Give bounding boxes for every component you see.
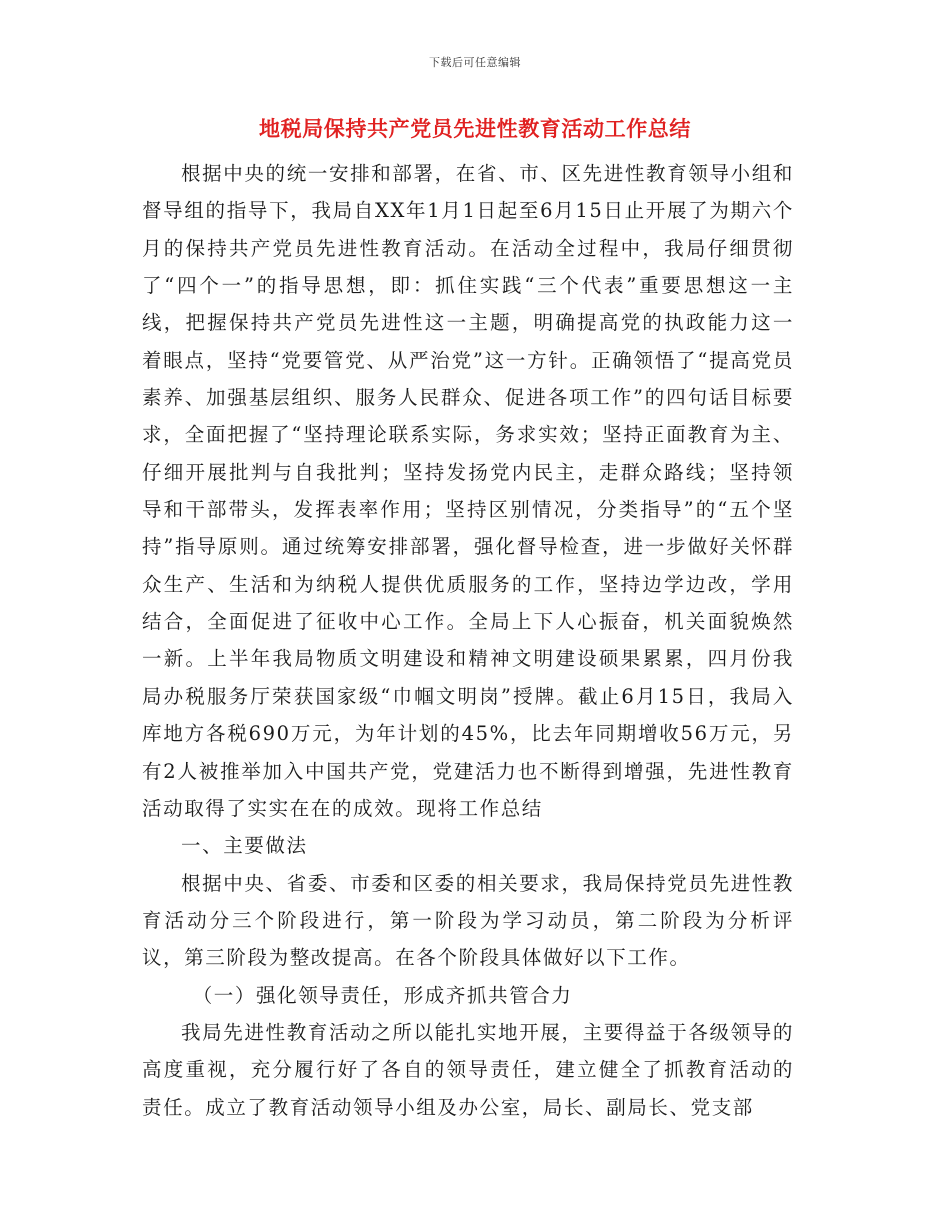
header-note: 下载后可任意编辑	[429, 56, 521, 69]
document-body	[142, 155, 794, 1126]
section-heading: 一、主要做法	[181, 834, 308, 858]
section-paragraph: 根据中央、省委、市委和区委的相关要求，我局保持党员先进性教育活动分三个阶段进行，第一阶段为学习动员，第二阶段为分析评议，第三阶段为整改提高。在各个阶段具体做好以下工作。	[142, 871, 794, 970]
document-title: 地税局保持共产党员先进性教育活动工作总结	[259, 116, 691, 141]
intro-paragraph: 根据中央的统一安排和部署，在省、市、区先进性教育领导小组和督导组的指导下，我局自XX年1月1日起至6月15日止开展了为期六个月的保持共产党员先进性教育活动。在活动全过程中，我局仔细贯彻了“四个一”的指导思想，即：抓住实践“三个代表”重要思想这一主线，把握保持共产党员先进性这一主题，明确提高党的执政能力这一着眼点，坚持“党要管党、从严治党”这一方针。正确领悟了“提高党员素养、加强基层组织、服务人民群众、促进各项工作”的四句话目标要求，全面把握了“坚持理论联系实际，务求实效；坚持正面教育为主、仔细开展批判与自我批判；坚持发扬党内民主，走群众路线；坚持领导和干部带头，发挥表率作用；坚持区别情况，分类指导”的“五个坚持”指导原则。通过统筹安排部署，强化督导检查，进一步做好关怀群众生产、生活和为纳税人提供优质服务的工作，坚持边学边改，学用结合，全面促进了征收中心工作。全局上下人心振奋，机关面貌焕然一新。上半年我局物质文明建设和精神文明建设硕果累累，四月份我局办税服务厅荣获国家级“巾帼文明岗”授牌。截止6月15日，我局入库地方各税690万元，为年计划的45%，比去年同期增收56万元，另有2人被推举加入中国共产党，党建活力也不断得到增强，先进性教育活动取得了实实在在的成效。现将工作总结	[142, 162, 794, 820]
subsection-paragraph: 我局先进性教育活动之所以能扎实地开展，主要得益于各级领导的高度重视，充分履行好了各自的领导责任，建立健全了抓教育活动的责任。成立了教育活动领导小组及办公室，局长、副局长、党支部	[142, 1020, 794, 1119]
subsection-heading: （一）强化领导责任，形成齐抓共管合力	[192, 983, 573, 1007]
